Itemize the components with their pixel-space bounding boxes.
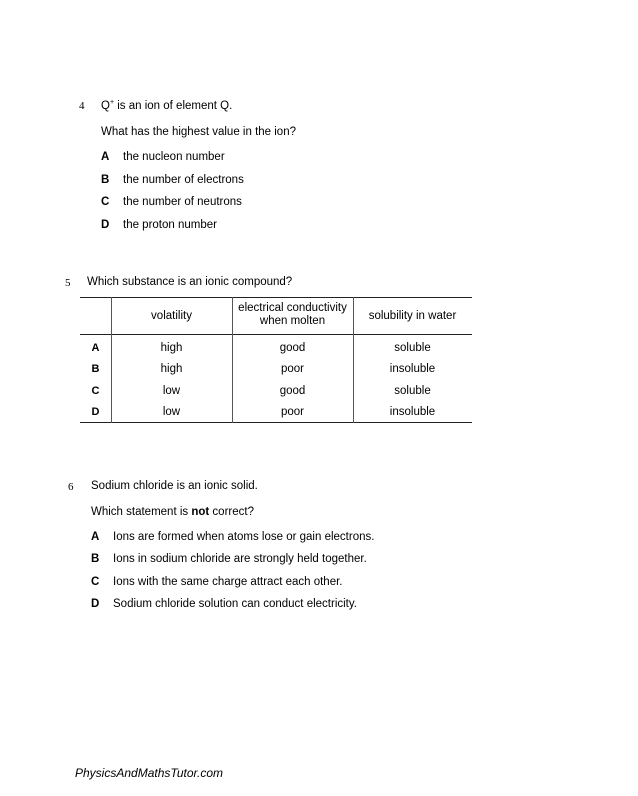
table-cell: low <box>162 385 181 397</box>
question-stem: Which substance is an ionic compound? <box>87 276 293 288</box>
option-letter: B <box>91 553 100 565</box>
table-cell: soluble <box>394 342 431 354</box>
option-letter: C <box>101 196 110 208</box>
column-header-volatility: volatility <box>151 310 192 322</box>
table-cell: good <box>279 385 306 397</box>
table-cell: poor <box>280 406 305 418</box>
option-text: the number of neutrons <box>123 196 242 208</box>
option-text: the number of electrons <box>123 174 244 186</box>
table-cell: low <box>162 406 181 418</box>
table-cell: insoluble <box>389 363 436 375</box>
table-bottom-rule <box>80 422 472 423</box>
option-letter: D <box>91 598 100 610</box>
option-text: the proton number <box>123 219 217 231</box>
table-top-rule <box>80 297 472 298</box>
row-letter: D <box>91 406 100 418</box>
option-letter: A <box>101 151 110 163</box>
stem-prefix: Q <box>101 100 110 112</box>
prompt-emphasis: not <box>191 506 210 518</box>
row-letter: C <box>91 385 100 397</box>
footer-brand: PhysicsAndMathsTutor.com <box>75 766 224 780</box>
table-cell: high <box>160 363 183 375</box>
table-cell: high <box>160 342 183 354</box>
prompt-text: correct? <box>209 506 254 518</box>
table-cell: soluble <box>394 385 431 397</box>
row-letter: A <box>91 342 100 354</box>
table-cell: poor <box>280 363 305 375</box>
option-letter: B <box>101 174 110 186</box>
stem-suffix: is an ion of element Q. <box>114 100 233 112</box>
question-prompt: What has the highest value in the ion? <box>101 126 296 138</box>
option-letter: A <box>91 531 100 543</box>
option-letter: D <box>101 219 110 231</box>
prompt-text: Which statement is <box>91 506 192 518</box>
option-text: Ions are formed when atoms lose or gain electrons. <box>113 531 375 543</box>
row-letter: B <box>91 363 100 375</box>
option-text: Ions with the same charge attract each other. <box>113 576 343 588</box>
question-prompt <box>91 506 254 518</box>
table-header-rule <box>80 334 472 335</box>
column-header-conductivity: electrical conductivity when molten <box>238 302 347 327</box>
question-number: 4 <box>79 100 85 112</box>
option-letter: C <box>91 576 100 588</box>
table-cell: good <box>279 342 306 354</box>
question-stem <box>101 99 232 112</box>
question-number: 5 <box>65 277 71 289</box>
table-cell: insoluble <box>389 406 436 418</box>
properties-table <box>80 297 472 423</box>
option-text: Ions in sodium chloride are strongly held together. <box>113 553 367 565</box>
stem-superscript: + <box>109 99 115 106</box>
option-text: Sodium chloride solution can conduct electricity. <box>113 598 357 610</box>
question-number: 6 <box>68 481 74 493</box>
option-text: the nucleon number <box>123 151 225 163</box>
question-stem: Sodium chloride is an ionic solid. <box>91 480 258 492</box>
column-header-solubility: solubility in water <box>368 310 457 322</box>
